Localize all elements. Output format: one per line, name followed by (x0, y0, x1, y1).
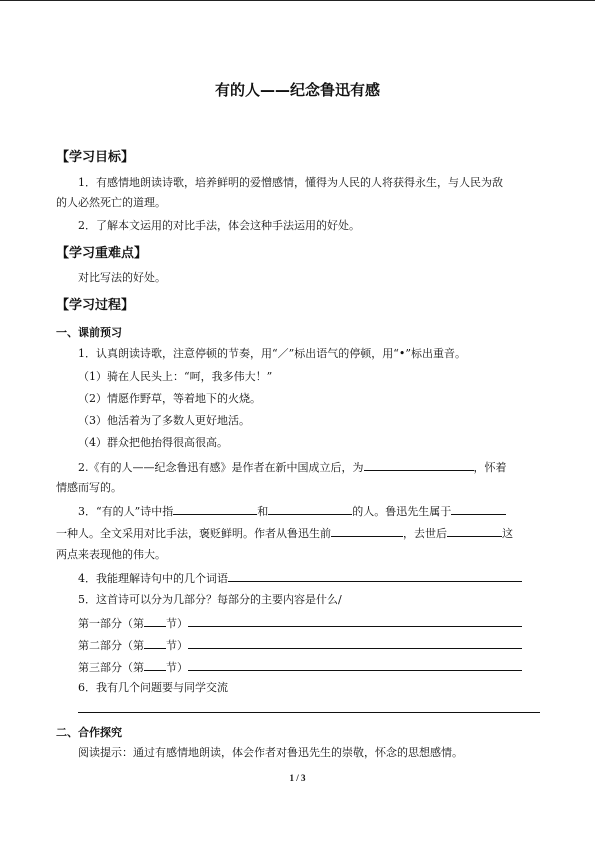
blank-q3-first[interactable] (173, 503, 257, 515)
heading-preview: 一、课前预习 (56, 326, 122, 339)
goal-1-line-2: 的人必然死亡的道理。 (56, 196, 166, 209)
question-3-text-c: 的人。鲁迅先生属于 (352, 505, 452, 518)
question-1-item-3: （3）他活着为了多数人更好地活。 (78, 414, 250, 427)
part-1-label-a: 第一部分（第 (78, 617, 144, 630)
blank-part-3-content[interactable] (188, 659, 522, 671)
blank-part-1-section[interactable] (144, 615, 166, 627)
part-3-label-b: 节） (166, 661, 188, 674)
question-3-text-f: 这 (502, 527, 513, 540)
key-point-text: 对比写法的好处。 (78, 271, 166, 284)
heading-learning-goals: 【学习目标】 (56, 150, 135, 165)
part-row-3 (78, 659, 522, 675)
blank-part-2-content[interactable] (188, 637, 522, 649)
blank-part-2-section[interactable] (144, 637, 166, 649)
question-3-text-a: 3．“有的人”诗中指 (78, 505, 174, 518)
question-2-line-2: 情感而写的。 (56, 481, 122, 494)
question-1-item-4: （4）群众把他抬得很高很高。 (78, 436, 228, 449)
blank-q3-before-death[interactable] (331, 525, 403, 537)
question-3-line-3: 两点来表现他的伟大。 (56, 548, 166, 561)
blank-q3-type[interactable] (451, 503, 506, 515)
blank-q6-line[interactable] (78, 712, 540, 713)
heading-cooperative-inquiry: 二、合作探究 (56, 726, 122, 739)
question-1-item-1: （1）骑在人民头上：“呵，我多伟大！” (78, 370, 273, 383)
blank-part-3-section[interactable] (144, 659, 166, 671)
question-1-item-2: （2）情愿作野草，等着地下的火烧。 (78, 392, 261, 405)
part-2-label-a: 第二部分（第 (78, 639, 144, 652)
question-4 (78, 570, 522, 586)
reading-hint: 阅读提示：通过有感情地朗读，体会作者对鲁迅先生的崇敬，怀念的思想感情。 (78, 746, 463, 759)
part-row-2 (78, 637, 522, 653)
question-5: 5．这首诗可以分为几部分？每部分的主要内容是什么/ (78, 593, 342, 606)
question-3-line-2 (56, 525, 513, 541)
question-1: 1．认真朗读诗歌，注意停顿的节奏，用“／”标出语气的停顿，用“•”标出重音。 (78, 347, 466, 360)
question-3-text-d: 一种人。全文采用对比手法，褒贬鲜明。作者从鲁迅生前 (56, 527, 331, 540)
part-row-1 (78, 615, 522, 631)
goal-1-line-1: 1．有感情地朗读诗歌，培养鲜明的爱憎感情，懂得为人民的人将获得永生，与人民为敌 (78, 176, 503, 189)
heading-key-points: 【学习重难点】 (56, 246, 148, 261)
question-3-text-e: ，去世后 (403, 527, 447, 540)
part-3-label-a: 第三部分（第 (78, 661, 144, 674)
page-number: 1 / 3 (289, 773, 306, 783)
blank-q3-second[interactable] (268, 503, 352, 515)
question-2-line-1 (78, 459, 507, 475)
part-1-label-b: 节） (166, 617, 188, 630)
blank-q3-after-death[interactable] (447, 525, 502, 537)
page-top-border (0, 0, 595, 1)
heading-learning-process: 【学习过程】 (56, 298, 135, 313)
question-3-text-b: 和 (257, 505, 269, 518)
question-4-text: 4．我能理解诗句中的几个词语 (78, 572, 228, 585)
page-title: 有的人——纪念鲁迅有感 (214, 81, 380, 99)
question-6: 6．我有几个问题要与同学交流 (78, 681, 228, 694)
part-2-label-b: 节） (166, 639, 188, 652)
goal-2: 2．了解本文运用的对比手法，体会这种手法运用的好处。 (78, 219, 360, 232)
question-2-text-b: ，怀着 (473, 461, 507, 474)
blank-q4-words[interactable] (228, 570, 522, 582)
blank-part-1-content[interactable] (188, 615, 522, 627)
question-2-text-a: 2.《有的人——纪念鲁迅有感》是作者在新中国成立后，为 (78, 461, 364, 474)
question-3-line-1 (78, 503, 506, 519)
blank-q2-purpose[interactable] (364, 459, 474, 471)
